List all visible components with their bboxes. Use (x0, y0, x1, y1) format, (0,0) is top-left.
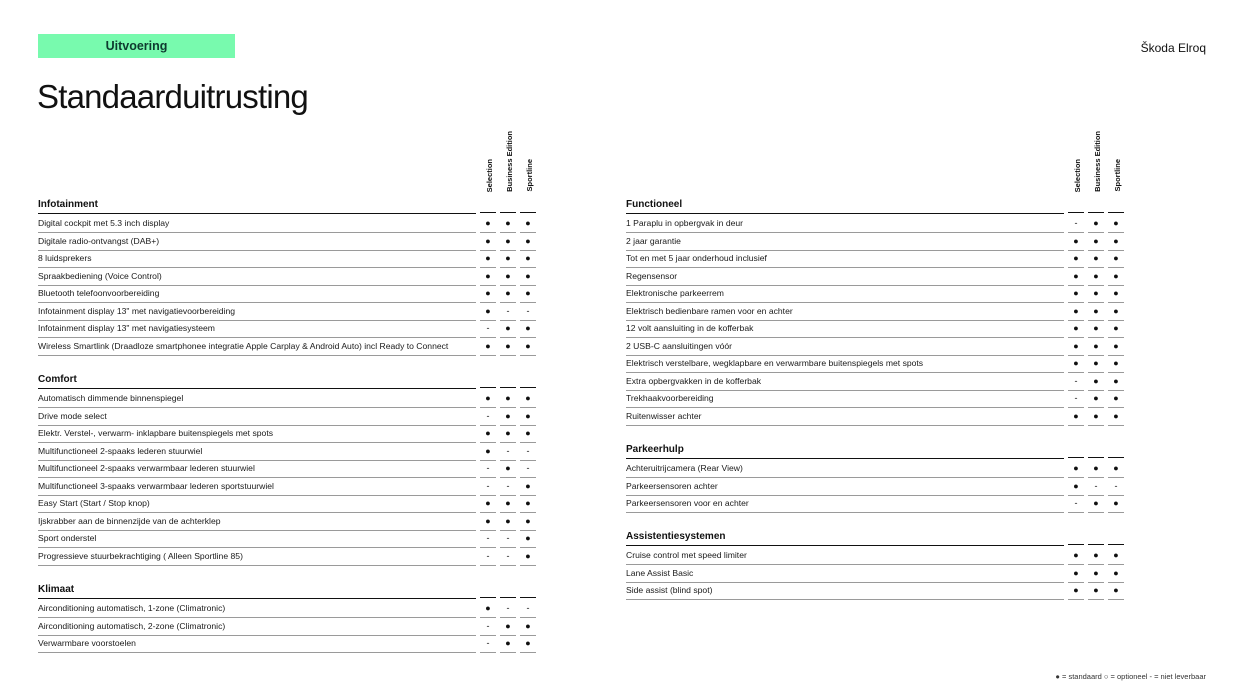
row-label: 2 USB-C aansluitingen vóór (626, 338, 1064, 356)
value-business-edition: ● (1088, 565, 1104, 583)
value-selection: ● (480, 268, 496, 286)
row-label: Lane Assist Basic (626, 565, 1064, 583)
value-business-edition: ● (1088, 408, 1104, 426)
column-rule-sportline (1108, 457, 1124, 458)
row-label: Elektr. Verstel-, verwarm- inklapbare buitenspiegels met spots (38, 425, 476, 443)
table-row (38, 443, 538, 461)
table-row (626, 233, 1126, 251)
row-label: 1 Paraplu in opbergvak in deur (626, 215, 1064, 233)
row-label: Ijskrabber aan de binnenzijde van de achterklep (38, 513, 476, 531)
row-label: Multifunctioneel 2-spaaks lederen stuurwiel (38, 443, 476, 461)
value-selection: ● (480, 233, 496, 251)
value-selection: ● (480, 215, 496, 233)
value-business-edition: ● (1088, 355, 1104, 373)
table-row (626, 373, 1126, 391)
table-row (626, 320, 1126, 338)
value-business-edition: ● (1088, 320, 1104, 338)
value-business-edition: ● (1088, 215, 1104, 233)
column-rule-sportline (520, 212, 536, 213)
value-sportline: ● (520, 618, 536, 636)
table-row (626, 215, 1126, 233)
table-row (626, 565, 1126, 583)
table-row (38, 233, 538, 251)
column-rule-business-edition (500, 387, 516, 388)
row-label: Easy Start (Start / Stop knop) (38, 495, 476, 513)
value-selection: ● (1068, 408, 1084, 426)
value-sportline: ● (520, 635, 536, 653)
column-headers-left (480, 128, 540, 192)
section-header (626, 198, 1126, 215)
table-row (38, 390, 538, 408)
column-rule-business-edition (1088, 457, 1104, 458)
value-business-edition: ● (1088, 460, 1104, 478)
page-title: Standaarduitrusting (37, 78, 308, 115)
value-sportline: ● (1108, 582, 1124, 600)
row-label: 12 volt aansluiting in de kofferbak (626, 320, 1064, 338)
value-selection: ● (1068, 355, 1084, 373)
table-row (38, 338, 538, 356)
value-sportline: ● (520, 548, 536, 566)
value-business-edition: ● (1088, 338, 1104, 356)
value-sportline: ● (520, 530, 536, 548)
value-business-edition: - (500, 303, 516, 321)
value-selection: ● (480, 425, 496, 443)
row-label: Trekhaakvoorbereiding (626, 390, 1064, 408)
value-sportline: ● (1108, 565, 1124, 583)
value-selection: ● (1068, 233, 1084, 251)
value-business-edition: ● (1088, 390, 1104, 408)
value-sportline: ● (1108, 373, 1124, 391)
value-selection: ● (480, 600, 496, 618)
row-label: Elektronische parkeerrem (626, 285, 1064, 303)
value-business-edition: ● (1088, 495, 1104, 513)
value-business-edition: ● (500, 618, 516, 636)
value-business-edition: ● (500, 513, 516, 531)
table-row (626, 303, 1126, 321)
row-label: Airconditioning automatisch, 1-zone (Climatronic) (38, 600, 476, 618)
value-business-edition: ● (1088, 303, 1104, 321)
value-selection: - (480, 618, 496, 636)
value-business-edition: ● (1088, 582, 1104, 600)
value-sportline: ● (1108, 355, 1124, 373)
value-selection: - (480, 478, 496, 496)
table-row (38, 268, 538, 286)
row-label: Cruise control met speed limiter (626, 547, 1064, 565)
value-business-edition: ● (500, 215, 516, 233)
value-selection: ● (1068, 478, 1084, 496)
section-functioneel (626, 198, 1126, 425)
row-label: Progressieve stuurbekrachtiging ( Alleen Sportline 85) (38, 548, 476, 566)
value-sportline: ● (520, 425, 536, 443)
value-business-edition: - (500, 443, 516, 461)
value-selection: ● (480, 513, 496, 531)
value-business-edition: ● (1088, 373, 1104, 391)
value-sportline: ● (1108, 547, 1124, 565)
section-title: Assistentiesystemen (626, 530, 1064, 546)
table-row (626, 478, 1126, 496)
value-selection: ● (1068, 303, 1084, 321)
value-selection: ● (1068, 338, 1084, 356)
row-label: Airconditioning automatisch, 2-zone (Climatronic) (38, 618, 476, 636)
value-sportline: ● (1108, 233, 1124, 251)
value-selection: ● (480, 443, 496, 461)
section-title: Functioneel (626, 198, 1064, 214)
row-label: Sport onderstel (38, 530, 476, 548)
value-business-edition: - (500, 600, 516, 618)
row-label: Automatisch dimmende binnenspiegel (38, 390, 476, 408)
row-label: Wireless Smartlink (Draadloze smartphonee integratie Apple Carplay & Android Auto) incl Ready to Connect (38, 338, 476, 356)
value-sportline: ● (520, 233, 536, 251)
value-selection: ● (480, 495, 496, 513)
table-row (626, 285, 1126, 303)
value-sportline: ● (520, 390, 536, 408)
value-business-edition: ● (500, 268, 516, 286)
table-row (38, 303, 538, 321)
row-label: Spraakbediening (Voice Control) (38, 268, 476, 286)
value-sportline: ● (1108, 285, 1124, 303)
row-label: Side assist (blind spot) (626, 582, 1064, 600)
column-header-sportline: Sportline (1113, 159, 1122, 192)
row-label: Elektrisch bedienbare ramen voor en achter (626, 303, 1064, 321)
table-row (38, 320, 538, 338)
table-row (626, 338, 1126, 356)
column-rule-selection (1068, 212, 1084, 213)
table-row (626, 355, 1126, 373)
value-business-edition: ● (1088, 547, 1104, 565)
value-business-edition: ● (500, 250, 516, 268)
value-sportline: ● (520, 250, 536, 268)
column-rule-sportline (520, 387, 536, 388)
table-row (626, 408, 1126, 426)
value-sportline: - (520, 303, 536, 321)
column-header-selection: Selection (485, 158, 494, 192)
table-row (38, 215, 538, 233)
section-header (626, 443, 1126, 460)
row-label: Drive mode select (38, 408, 476, 426)
value-selection: - (1068, 390, 1084, 408)
row-label: Infotainment display 13" met navigatiesysteem (38, 320, 476, 338)
value-sportline: ● (1108, 215, 1124, 233)
table-row (38, 600, 538, 618)
column-header-business-edition: Business Edition (1093, 131, 1102, 192)
table-row (38, 530, 538, 548)
value-sportline: ● (1108, 408, 1124, 426)
value-selection: ● (1068, 547, 1084, 565)
value-business-edition: ● (500, 285, 516, 303)
value-selection: - (480, 460, 496, 478)
column-rule-sportline (520, 597, 536, 598)
value-business-edition: - (1088, 478, 1104, 496)
value-selection: ● (1068, 250, 1084, 268)
table-row (626, 390, 1126, 408)
table-row (626, 495, 1126, 513)
value-selection: - (480, 548, 496, 566)
table-row (38, 425, 538, 443)
value-selection: - (480, 320, 496, 338)
value-selection: ● (480, 303, 496, 321)
section-title: Parkeerhulp (626, 443, 1064, 459)
value-selection: - (480, 530, 496, 548)
section-header (38, 583, 538, 600)
value-sportline: ● (1108, 338, 1124, 356)
value-business-edition: - (500, 548, 516, 566)
value-sportline: ● (1108, 320, 1124, 338)
value-business-edition: ● (1088, 285, 1104, 303)
table-row (626, 268, 1126, 286)
value-business-edition: ● (500, 425, 516, 443)
value-selection: - (480, 635, 496, 653)
section-infotainment (38, 198, 538, 355)
column-rule-business-edition (500, 212, 516, 213)
column-rule-sportline (1108, 544, 1124, 545)
value-sportline: ● (520, 495, 536, 513)
row-label: Parkeersensoren voor en achter (626, 495, 1064, 513)
row-label: Parkeersensoren achter (626, 478, 1064, 496)
value-business-edition: ● (500, 408, 516, 426)
column-rule-sportline (1108, 212, 1124, 213)
section-parkeerhulp (626, 443, 1126, 513)
table-row (38, 285, 538, 303)
section-title: Infotainment (38, 198, 476, 214)
value-sportline: ● (1108, 268, 1124, 286)
row-label: Verwarmbare voorstoelen (38, 635, 476, 653)
row-label: Multifunctioneel 2-spaaks verwarmbaar lederen stuurwiel (38, 460, 476, 478)
value-sportline: ● (1108, 460, 1124, 478)
value-selection: - (1068, 495, 1084, 513)
column-rule-business-edition (1088, 544, 1104, 545)
table-row (626, 582, 1126, 600)
value-business-edition: ● (1088, 250, 1104, 268)
table-row (626, 547, 1126, 565)
column-rule-selection (480, 597, 496, 598)
column-header-selection: Selection (1073, 158, 1082, 192)
value-sportline: ● (520, 338, 536, 356)
row-label: Multifunctioneel 3-spaaks verwarmbaar lederen sportstuurwiel (38, 478, 476, 496)
column-header-business-edition: Business Edition (505, 131, 514, 192)
value-sportline: ● (520, 513, 536, 531)
value-business-edition: ● (1088, 233, 1104, 251)
value-selection: - (1068, 215, 1084, 233)
value-business-edition: ● (500, 460, 516, 478)
value-sportline: ● (1108, 495, 1124, 513)
value-sportline: - (520, 600, 536, 618)
section-header (626, 530, 1126, 547)
legend: ● = standaard ○ = optioneel - = niet leverbaar (1055, 672, 1206, 681)
table-row (38, 460, 538, 478)
table-row (626, 250, 1126, 268)
value-selection: ● (1068, 582, 1084, 600)
brand-name: Škoda Elroq (1140, 41, 1206, 55)
value-sportline: ● (1108, 390, 1124, 408)
value-sportline: - (520, 443, 536, 461)
value-business-edition: ● (500, 320, 516, 338)
value-business-edition: - (500, 478, 516, 496)
value-sportline: ● (520, 268, 536, 286)
value-sportline: ● (1108, 303, 1124, 321)
column-headers-right (1068, 128, 1128, 192)
value-selection: ● (480, 285, 496, 303)
value-sportline: ● (520, 320, 536, 338)
row-label: Ruitenwisser achter (626, 408, 1064, 426)
value-selection: - (1068, 373, 1084, 391)
section-comfort (38, 373, 538, 565)
value-sportline: - (1108, 478, 1124, 496)
table-row (626, 460, 1126, 478)
value-business-edition: ● (500, 338, 516, 356)
row-label: Bluetooth telefoonvoorbereiding (38, 285, 476, 303)
column-rule-selection (480, 212, 496, 213)
value-business-edition: ● (500, 233, 516, 251)
section-title: Klimaat (38, 583, 476, 599)
value-selection: ● (1068, 268, 1084, 286)
value-selection: ● (1068, 565, 1084, 583)
section-tag: Uitvoering (38, 34, 235, 58)
value-selection: ● (480, 390, 496, 408)
value-sportline: ● (1108, 250, 1124, 268)
table-row (38, 635, 538, 653)
table-row (38, 495, 538, 513)
value-selection: ● (480, 250, 496, 268)
row-label: 8 luidsprekers (38, 250, 476, 268)
value-selection: - (480, 408, 496, 426)
table-row (38, 250, 538, 268)
table-row (38, 408, 538, 426)
column-rule-selection (1068, 457, 1084, 458)
value-selection: ● (1068, 285, 1084, 303)
column-rule-selection (480, 387, 496, 388)
row-label: Regensensor (626, 268, 1064, 286)
value-sportline: ● (520, 478, 536, 496)
row-label: Extra opbergvakken in de kofferbak (626, 373, 1064, 391)
table-row (38, 618, 538, 636)
section-klimaat (38, 583, 538, 653)
row-label: Elektrisch verstelbare, wegklapbare en verwarmbare buitenspiegels met spots (626, 355, 1064, 373)
section-assistentiesystemen (626, 530, 1126, 600)
value-sportline: - (520, 460, 536, 478)
value-business-edition: ● (500, 635, 516, 653)
value-business-edition: ● (1088, 268, 1104, 286)
table-row (38, 478, 538, 496)
value-sportline: ● (520, 215, 536, 233)
row-label: 2 jaar garantie (626, 233, 1064, 251)
value-selection: ● (1068, 460, 1084, 478)
value-business-edition: ● (500, 495, 516, 513)
value-selection: ● (480, 338, 496, 356)
row-label: Achteruitrijcamera (Rear View) (626, 460, 1064, 478)
row-label: Tot en met 5 jaar onderhoud inclusief (626, 250, 1064, 268)
row-label: Digitale radio-ontvangst (DAB+) (38, 233, 476, 251)
column-rule-business-edition (500, 597, 516, 598)
value-business-edition: ● (500, 390, 516, 408)
section-title: Comfort (38, 373, 476, 389)
column-rule-business-edition (1088, 212, 1104, 213)
table-row (38, 548, 538, 566)
table-row (38, 513, 538, 531)
row-label: Digital cockpit met 5.3 inch display (38, 215, 476, 233)
value-sportline: ● (520, 408, 536, 426)
column-header-sportline: Sportline (525, 159, 534, 192)
value-selection: ● (1068, 320, 1084, 338)
section-header (38, 198, 538, 215)
section-header (38, 373, 538, 390)
row-label: Infotainment display 13" met navigatievoorbereiding (38, 303, 476, 321)
value-sportline: ● (520, 285, 536, 303)
column-rule-selection (1068, 544, 1084, 545)
value-business-edition: - (500, 530, 516, 548)
